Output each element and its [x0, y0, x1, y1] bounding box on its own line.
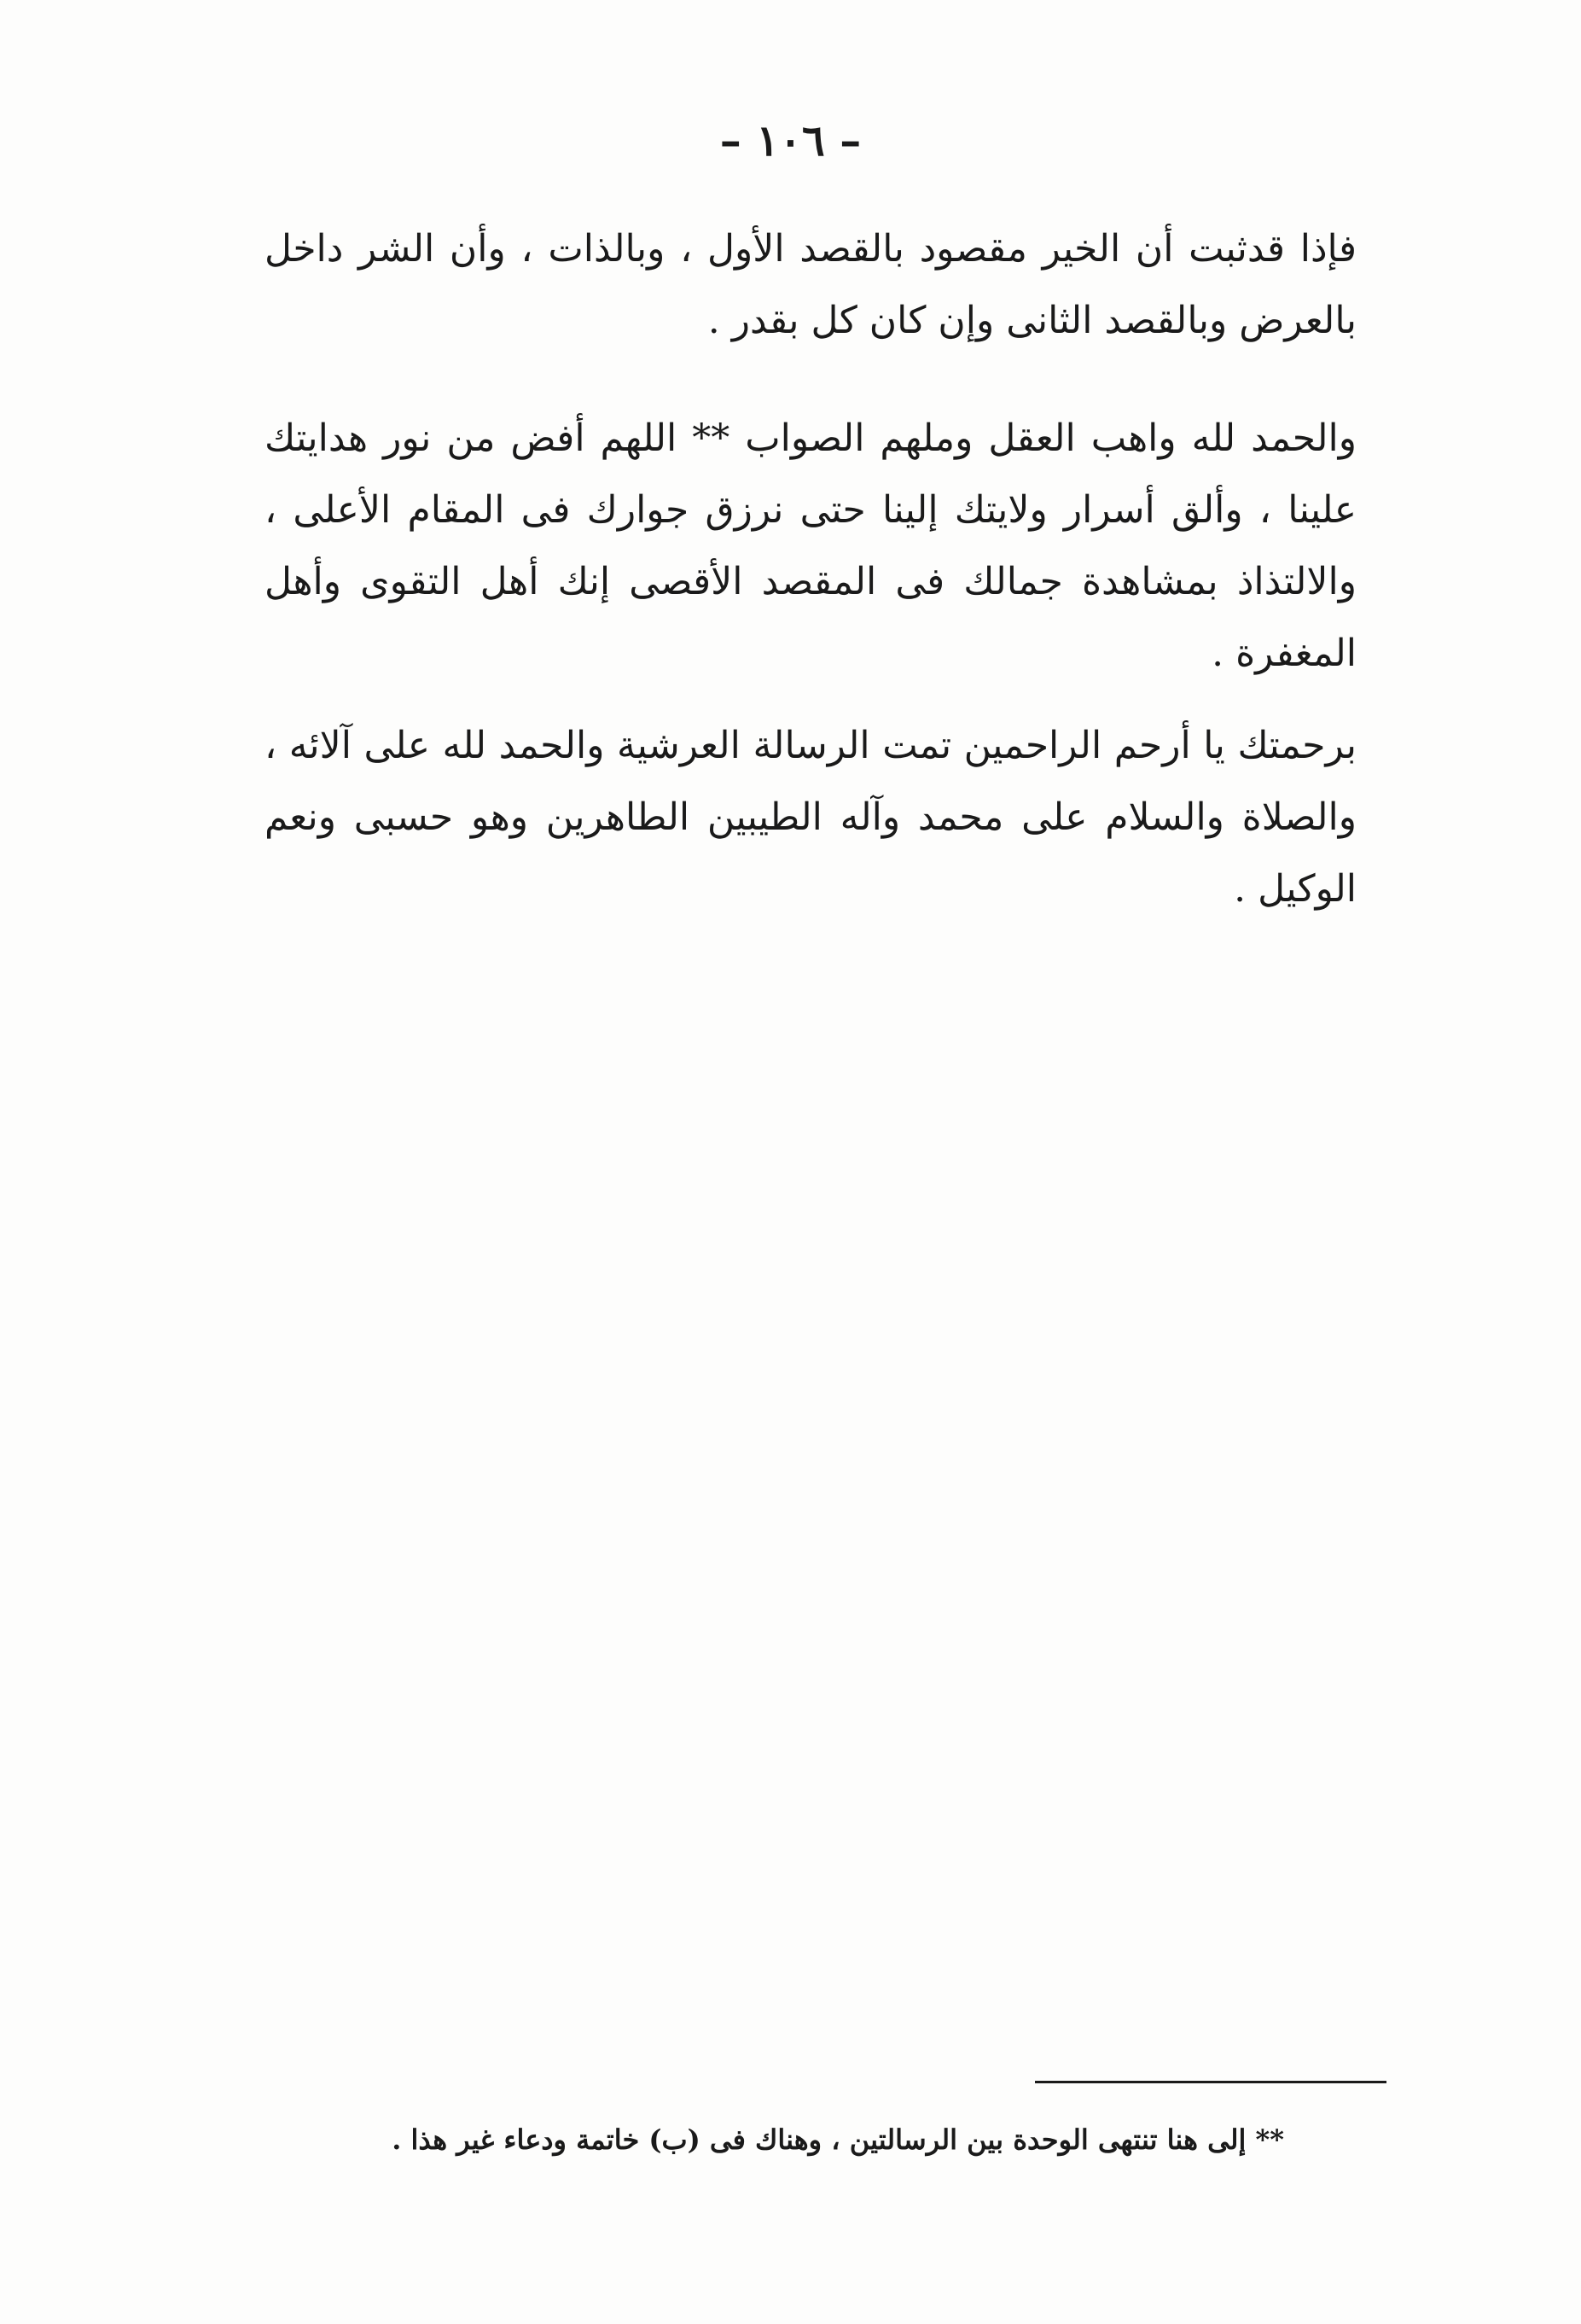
footnote: ** إلى هنا تنتهى الوحدة بين الرسالتين ، وهناك فى (ب) خاتمة ودعاء غير هذا .	[392, 2123, 1284, 2156]
paragraph-2: والحمد لله واهب العقل وملهم الصواب ** اللهم أفض من نور هدايتك علينا ، وألق أسرار ولايتك إلينا حتى نرزق جوارك فى المقام الأعلى ، والالتذاذ بمشاهدة جمالك فى المقصد الأقصى إنك أهل التقوى وأهل المغفرة .	[264, 416, 1357, 675]
paragraph-1: فإذا قدثبت أن الخير مقصود بالقصد الأول ، وبالذات ، وأن الشر داخل بالعرض وبالقصد الثانى وإن كان كل بقدر .	[264, 227, 1357, 342]
footnote-divider	[1035, 2081, 1386, 2083]
paragraph-3: برحمتك يا أرحم الراحمين تمت الرسالة العرشية والحمد لله على آلائه ، والصلاة والسلام على محمد وآله الطيبين الطاهرين وهو حسبى ونعم الوكيل .	[264, 724, 1357, 911]
page-number: – ١٠٦ –	[719, 115, 862, 166]
